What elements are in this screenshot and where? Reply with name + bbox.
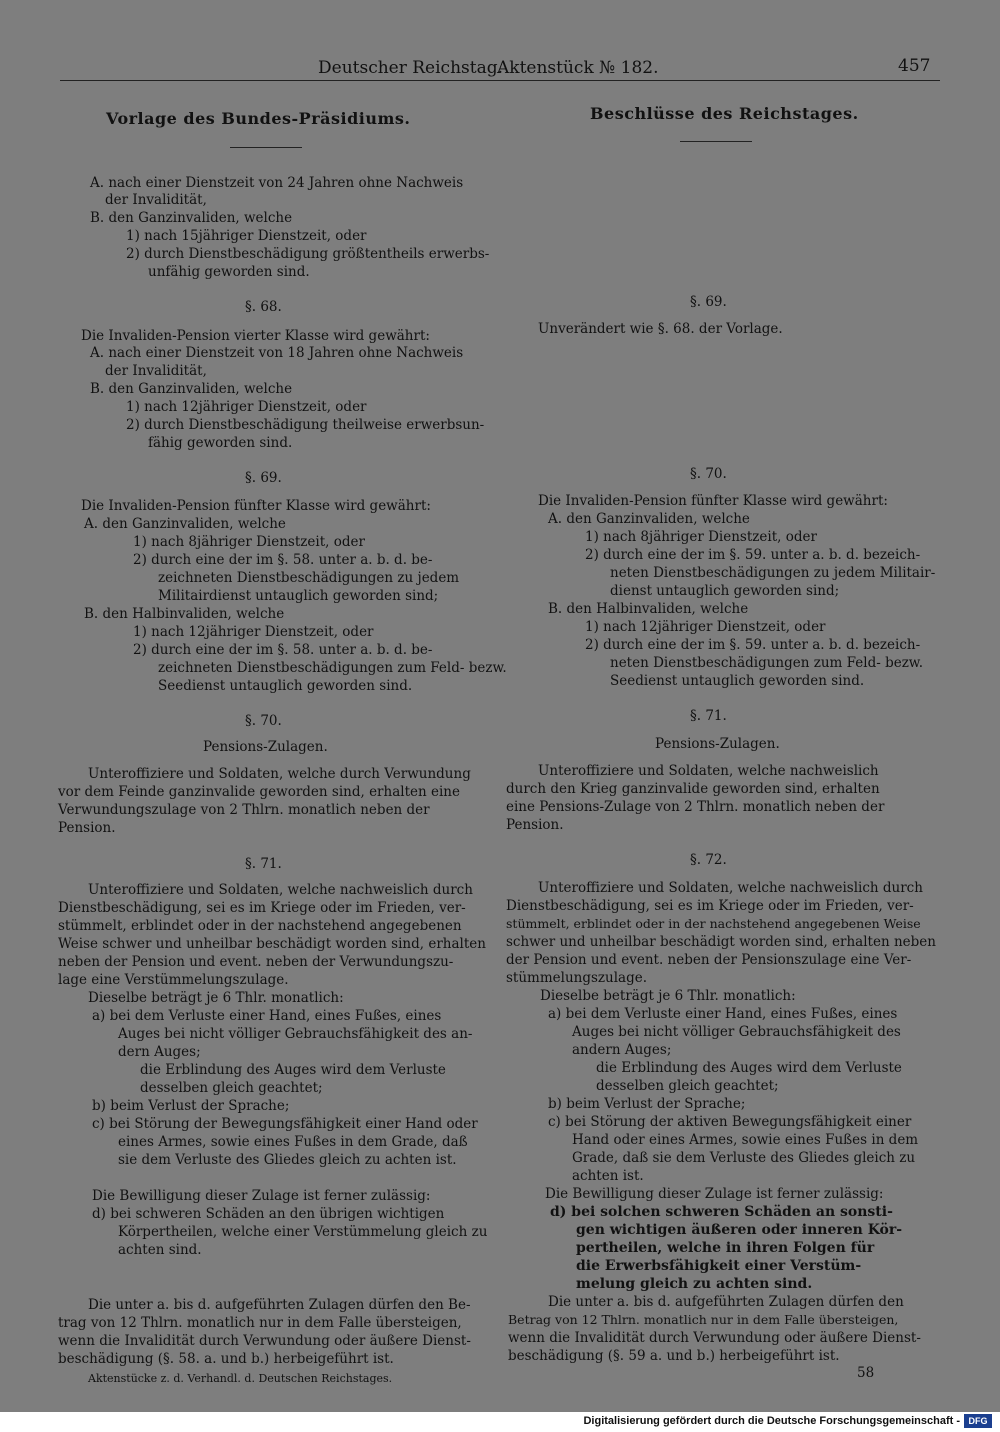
text-line: c) bei Störung der aktiven Bewegungsfähigkeit einer bbox=[548, 1114, 912, 1130]
subheading: Pensions-Zulagen. bbox=[655, 736, 780, 752]
text-line: die Erblindung des Auges wird dem Verluste bbox=[140, 1062, 446, 1078]
section-heading: §. 70. bbox=[690, 466, 727, 482]
text-line: Die unter a. bis d. aufgeführten Zulagen dürfen den bbox=[548, 1294, 904, 1310]
text-line: Unteroffiziere und Soldaten, welche nachweislich bbox=[538, 763, 879, 779]
section-heading: §. 68. bbox=[245, 299, 282, 315]
text-line: die Erblindung des Auges wird dem Verluste bbox=[596, 1060, 902, 1076]
text-line-bold: melung gleich zu achten sind. bbox=[576, 1276, 813, 1292]
page-number: 457 bbox=[898, 56, 931, 76]
text-line: stümmelt, erblindet oder in der nachstehend angegebenen Weise bbox=[506, 916, 921, 931]
text-line: Hand oder eines Armes, sowie eines Fußes in dem bbox=[572, 1132, 919, 1148]
text-line: dienst untauglich geworden sind; bbox=[610, 583, 840, 599]
text-line: 1) nach 8jähriger Dienstzeit, oder bbox=[585, 529, 817, 545]
text-line: Auges bei nicht völliger Gebrauchsfähigkeit des an- bbox=[118, 1026, 473, 1042]
text-line: b) beim Verlust der Sprache; bbox=[548, 1096, 746, 1112]
signature-mark: 58 bbox=[857, 1365, 875, 1381]
text-line: Grade, daß sie dem Verluste des Gliedes gleich zu bbox=[572, 1150, 916, 1166]
text-line: c) bei Störung der Bewegungsfähigkeit einer Hand oder bbox=[92, 1116, 478, 1132]
funding-notice: Digitalisierung gefördert durch die Deutsche Forschungsgemeinschaft - bbox=[583, 1415, 960, 1427]
right-column-heading: Beschlüsse des Reichstages. bbox=[590, 104, 859, 123]
text-line: desselben gleich geachtet; bbox=[596, 1078, 779, 1094]
text-line: 1) nach 15jähriger Dienstzeit, oder bbox=[126, 228, 367, 244]
text-line: Unteroffiziere und Soldaten, welche nachweislich durch bbox=[538, 880, 923, 896]
text-line: lage eine Verstümmelungszulage. bbox=[58, 972, 289, 988]
subheading: Pensions-Zulagen. bbox=[203, 739, 328, 755]
text-line: dern Auges; bbox=[118, 1044, 201, 1060]
text-line: wenn die Invalidität durch Verwundung oder äußere Dienst- bbox=[508, 1330, 921, 1346]
text-line: B. den Ganzinvaliden, welche bbox=[90, 381, 293, 397]
text-line: B. den Halbinvaliden, welche bbox=[548, 601, 749, 617]
text-line: sie dem Verluste des Gliedes gleich zu achten ist. bbox=[118, 1152, 457, 1168]
left-column-heading: Vorlage des Bundes-Präsidiums. bbox=[106, 109, 411, 128]
text-line: Dieselbe beträgt je 6 Thlr. monatlich: bbox=[88, 990, 344, 1006]
dfg-logo: DFG bbox=[964, 1414, 992, 1428]
text-line: der Invalidität, bbox=[105, 192, 207, 208]
text-line-bold: d) bei solchen schweren Schäden an sonsti- bbox=[550, 1204, 893, 1220]
text-line: schwer und unheilbar beschädigt worden sind, erhalten neben bbox=[506, 934, 936, 950]
text-line: Dienstbeschädigung, sei es im Kriege oder im Frieden, ver- bbox=[58, 900, 466, 916]
text-line: achten ist. bbox=[572, 1168, 644, 1184]
text-line: vor dem Feinde ganzinvalide geworden sind, erhalten eine bbox=[58, 784, 460, 800]
text-line: beschädigung (§. 58. a. und b.) herbeigeführt ist. bbox=[58, 1351, 394, 1367]
text-line: 2) durch eine der im §. 59. unter a. b. d. bezeich- bbox=[585, 547, 921, 563]
text-line: 1) nach 12jähriger Dienstzeit, oder bbox=[585, 619, 826, 635]
text-line: trag von 12 Thlrn. monatlich nur in dem Falle übersteigen, bbox=[58, 1315, 462, 1331]
text-line: a) bei dem Verluste einer Hand, eines Fußes, eines bbox=[92, 1008, 442, 1024]
text-line: Auges bei nicht völliger Gebrauchsfähigkeit des bbox=[572, 1024, 901, 1040]
text-line: eines Armes, sowie eines Fußes in dem Grade, daß bbox=[118, 1134, 468, 1150]
section-heading: §. 70. bbox=[245, 713, 282, 729]
text-line: neten Dienstbeschädigungen zu jedem Militair- bbox=[610, 565, 936, 581]
text-line: Unverändert wie §. 68. der Vorlage. bbox=[538, 321, 783, 337]
text-line: beschädigung (§. 59 a. und b.) herbeigeführt ist. bbox=[508, 1348, 840, 1364]
text-line: b) beim Verlust der Sprache; bbox=[92, 1098, 290, 1114]
text-line: eine Pensions-Zulage von 2 Thlrn. monatlich neben der bbox=[506, 799, 885, 815]
text-line: B. den Halbinvaliden, welche bbox=[84, 606, 285, 622]
text-line: B. den Ganzinvaliden, welche bbox=[90, 210, 293, 226]
journal-title: Deutscher Reichstag. bbox=[318, 58, 503, 78]
text-line: 2) durch eine der im §. 58. unter a. b. d. be- bbox=[133, 642, 433, 658]
text-line: unfähig geworden sind. bbox=[148, 264, 310, 280]
text-line: Weise schwer und unheilbar beschädigt worden sind, erhalten bbox=[58, 936, 486, 952]
document-number: Aktenstück № 182. bbox=[497, 58, 659, 78]
page-footnote: Aktenstücke z. d. Verhandl. d. Deutschen Reichstages. bbox=[88, 1372, 393, 1385]
text-line: desselben gleich geachtet; bbox=[140, 1080, 323, 1096]
text-line: Die Bewilligung dieser Zulage ist ferner zulässig: bbox=[92, 1188, 431, 1204]
text-line: Verwundungszulage von 2 Thlrn. monatlich neben der bbox=[58, 802, 430, 818]
text-line: 1) nach 8jähriger Dienstzeit, oder bbox=[133, 534, 365, 550]
text-line: Pension. bbox=[506, 817, 564, 833]
text-line: Dieselbe beträgt je 6 Thlr. monatlich: bbox=[540, 988, 796, 1004]
text-line: achten sind. bbox=[118, 1242, 202, 1258]
text-line: A. den Ganzinvaliden, welche bbox=[84, 516, 286, 532]
text-line-bold: die Erwerbsfähigkeit einer Verstüm- bbox=[576, 1258, 862, 1274]
text-line: a) bei dem Verluste einer Hand, eines Fußes, eines bbox=[548, 1006, 898, 1022]
section-heading: §. 72. bbox=[690, 852, 727, 868]
text-line: Körpertheilen, welche einer Verstümmelung gleich zu bbox=[118, 1224, 488, 1240]
text-line: neten Dienstbeschädigungen zum Feld- bezw. bbox=[610, 655, 924, 671]
text-line: 2) durch Dienstbeschädigung größtentheils erwerbs- bbox=[126, 246, 490, 262]
text-line: neben der Pension und event. neben der Verwundungszu- bbox=[58, 954, 454, 970]
text-line-bold: gen wichtigen äußeren oder inneren Kör- bbox=[576, 1222, 903, 1238]
text-line: Seedienst untauglich geworden sind. bbox=[158, 678, 413, 694]
text-line: A. den Ganzinvaliden, welche bbox=[548, 511, 750, 527]
text-line: Die Invaliden-Pension fünfter Klasse wird gewährt: bbox=[538, 493, 888, 509]
text-line: 2) durch eine der im §. 59. unter a. b. d. bezeich- bbox=[585, 637, 921, 653]
text-line: Unteroffiziere und Soldaten, welche nachweislich durch bbox=[88, 882, 473, 898]
text-line: 1) nach 12jähriger Dienstzeit, oder bbox=[126, 399, 367, 415]
section-heading: §. 69. bbox=[245, 470, 282, 486]
text-line: Die unter a. bis d. aufgeführten Zulagen dürfen den Be- bbox=[88, 1297, 471, 1313]
text-line: Die Invaliden-Pension vierter Klasse wird gewährt: bbox=[81, 328, 430, 344]
text-line: zeichneten Dienstbeschädigungen zum Feld- bezw. bbox=[158, 660, 507, 676]
text-line: wenn die Invalidität durch Verwundung oder äußere Dienst- bbox=[58, 1333, 471, 1349]
text-line: Die Invaliden-Pension fünfter Klasse wird gewährt: bbox=[81, 498, 431, 514]
text-line: der Pension und event. neben der Pensionszulage eine Ver- bbox=[506, 952, 912, 968]
text-line: 2) durch eine der im §. 58. unter a. b. d. be- bbox=[133, 552, 433, 568]
text-line-bold: pertheilen, welche in ihren Folgen für bbox=[576, 1240, 875, 1256]
text-line: Unteroffiziere und Soldaten, welche durch Verwundung bbox=[88, 766, 471, 782]
text-line: Seedienst untauglich geworden sind. bbox=[610, 673, 865, 689]
text-line: Pension. bbox=[58, 820, 116, 836]
text-line: stümmelt, erblindet oder in der nachstehend angegebenen bbox=[58, 918, 462, 934]
text-line: 1) nach 12jähriger Dienstzeit, oder bbox=[133, 624, 374, 640]
text-line: Dienstbeschädigung, sei es im Kriege oder im Frieden, ver- bbox=[506, 898, 914, 914]
section-heading: §. 71. bbox=[690, 708, 727, 724]
text-line: A. nach einer Dienstzeit von 18 Jahren ohne Nachweis bbox=[90, 345, 464, 361]
text-line: Betrag von 12 Thlrn. monatlich nur in dem Falle übersteigen, bbox=[508, 1312, 899, 1327]
text-line: stümmelungszulage. bbox=[506, 970, 648, 986]
text-line: Die Bewilligung dieser Zulage ist ferner zulässig: bbox=[545, 1186, 884, 1202]
text-line: der Invalidität, bbox=[105, 363, 207, 379]
text-line: 2) durch Dienstbeschädigung theilweise erwerbsun- bbox=[126, 417, 485, 433]
section-heading: §. 71. bbox=[245, 856, 282, 872]
text-line: A. nach einer Dienstzeit von 24 Jahren ohne Nachweis bbox=[90, 175, 464, 191]
text-line: durch den Krieg ganzinvalide geworden sind, erhalten bbox=[506, 781, 880, 797]
text-line: Militairdienst untauglich geworden sind; bbox=[158, 588, 439, 604]
text-line: zeichneten Dienstbeschädigungen zu jedem bbox=[158, 570, 460, 586]
section-heading: §. 69. bbox=[690, 294, 727, 310]
text-line: fähig geworden sind. bbox=[148, 435, 293, 451]
text-line: d) bei schweren Schäden an den übrigen wichtigen bbox=[92, 1206, 445, 1222]
text-line: andern Auges; bbox=[572, 1042, 672, 1058]
